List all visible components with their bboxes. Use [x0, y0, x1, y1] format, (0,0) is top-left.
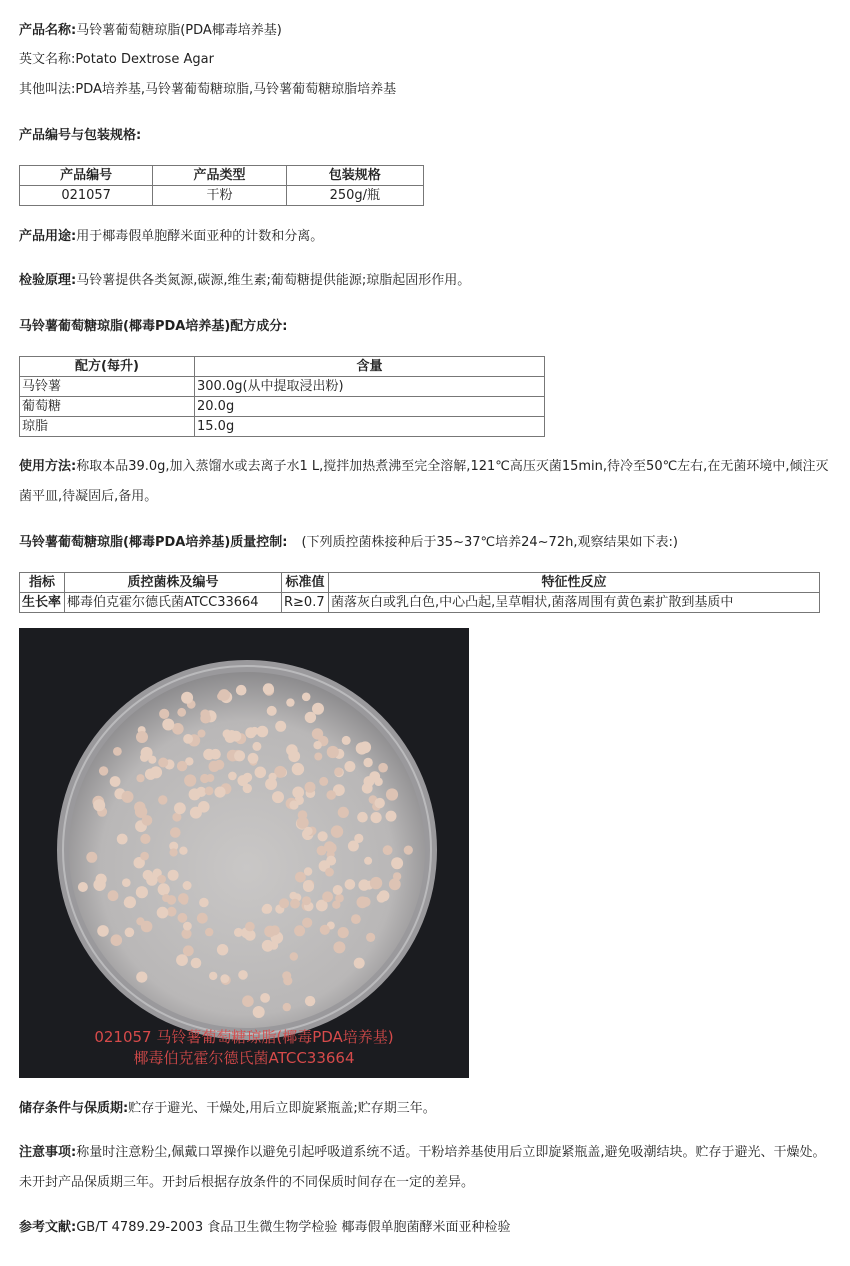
- colony: [245, 922, 255, 932]
- colony: [125, 928, 135, 938]
- reference-label: 参考文献:: [19, 1220, 77, 1235]
- colony: [209, 972, 217, 980]
- colony: [286, 698, 294, 706]
- photo-caption-line2: 椰毒伯克霍尔德氏菌ATCC33664: [133, 1049, 355, 1067]
- colony: [108, 890, 119, 901]
- colony: [253, 1006, 265, 1018]
- colony: [272, 791, 284, 803]
- table-header-row: [20, 166, 424, 186]
- colony: [375, 798, 385, 808]
- colony: [332, 901, 340, 909]
- colony: [168, 870, 179, 881]
- method-text: 称取本品39.0g,加入蒸馏水或去离子水1 L,搅拌加热煮沸至完全溶解,121℃高压灭菌15min,待冷至50℃左右,在无菌环境中,倾注灭菌平皿,待凝固后,备用。: [19, 459, 829, 504]
- colony: [338, 927, 349, 938]
- colony: [404, 846, 413, 855]
- colony: [344, 761, 355, 772]
- english-name-label: 英文名称:: [19, 52, 76, 67]
- colony: [214, 787, 225, 798]
- colony: [189, 788, 201, 800]
- colony: [304, 867, 312, 875]
- colony: [342, 736, 351, 745]
- column-header: 产品类型: [153, 166, 286, 186]
- colony: [142, 815, 153, 826]
- photo-caption-line1: 021057 马铃薯葡萄糖琼脂(椰毒PDA培养基): [94, 1028, 394, 1046]
- colony: [86, 852, 97, 863]
- colony: [331, 825, 343, 837]
- colony: [181, 692, 193, 704]
- colony: [364, 857, 372, 865]
- colony: [326, 856, 336, 866]
- colony: [312, 728, 323, 739]
- colony: [122, 878, 131, 887]
- colony: [179, 847, 187, 855]
- petri-dish-image: [19, 628, 469, 1078]
- colony: [334, 767, 343, 776]
- column-header: 指标: [20, 573, 65, 593]
- colony: [391, 857, 403, 869]
- colony: [314, 753, 322, 761]
- colony: [111, 934, 123, 946]
- colony: [327, 746, 339, 758]
- colony: [225, 732, 236, 743]
- colony: [290, 952, 298, 960]
- table-row: [20, 377, 545, 397]
- colony: [210, 749, 221, 760]
- colony: [214, 760, 224, 770]
- colony: [371, 812, 382, 823]
- colony: [177, 761, 187, 771]
- column-header: 包装规格: [286, 166, 423, 186]
- formula-table: [19, 356, 545, 437]
- colony: [197, 913, 208, 924]
- colony: [145, 769, 156, 780]
- table-row: [20, 186, 424, 206]
- notes-paragraph: [19, 1138, 831, 1198]
- notes-text: 称量时注意粉尘,佩戴口罩操作以避免引起呼吸道系统不适。干粉培养基使用后立即旋紧瓶盖,避免吸潮结块。贮存于避光、干燥处。未开封产品保质期三年。开封后根据存放条件的不同保质时间存在一定的差异。: [19, 1145, 826, 1190]
- colony: [136, 731, 148, 743]
- principle-text: 马铃薯提供各类氮源,碳源,维生素;葡萄糖提供能源;琼脂起固形作用。: [76, 273, 471, 288]
- colony: [97, 925, 109, 937]
- colony: [217, 944, 228, 955]
- qc-note: (下列质控菌株接种后于35~37℃培养24~72h,观察结果如下表:): [301, 535, 678, 550]
- colony: [158, 795, 167, 804]
- formula-title: 马铃薯葡萄糖琼脂(椰毒PDA培养基)配方成分:: [19, 319, 288, 334]
- column-header: 质控菌株及编号: [65, 573, 282, 593]
- colony: [146, 874, 157, 885]
- colony: [357, 896, 369, 908]
- qc-table: [19, 572, 820, 613]
- colony: [345, 879, 356, 890]
- colony: [141, 921, 153, 933]
- product-name-label: 产品名称:: [19, 23, 77, 38]
- colony: [158, 758, 168, 768]
- colony: [174, 802, 186, 814]
- colony: [322, 891, 333, 902]
- colony: [325, 868, 334, 877]
- colony: [363, 758, 372, 767]
- notes-label: 注意事项:: [19, 1145, 77, 1160]
- colony: [252, 742, 261, 751]
- colony: [180, 897, 188, 905]
- method-label: 使用方法:: [19, 459, 77, 474]
- colony: [377, 893, 387, 903]
- colony: [357, 812, 368, 823]
- table-header-row: [20, 573, 820, 593]
- colony: [305, 782, 316, 793]
- colony: [294, 925, 305, 936]
- colony: [304, 827, 313, 836]
- colony: [358, 879, 369, 890]
- colony: [286, 744, 298, 756]
- column-header: 配方(每升): [20, 357, 195, 377]
- colony: [333, 941, 345, 953]
- product-name-line: [19, 22, 282, 40]
- table-cell: 021057: [20, 186, 153, 206]
- colony: [205, 928, 213, 936]
- colony: [183, 881, 192, 890]
- colony: [218, 689, 230, 701]
- colony: [170, 827, 181, 838]
- colony: [324, 841, 335, 852]
- colony: [356, 742, 368, 754]
- column-header: 标准值: [282, 573, 329, 593]
- colony: [257, 726, 269, 738]
- method-paragraph: [19, 452, 831, 512]
- colony: [199, 898, 209, 908]
- colony: [370, 877, 382, 889]
- colony: [378, 763, 388, 773]
- colony: [158, 883, 170, 895]
- alias-line: [19, 81, 396, 99]
- colony: [386, 811, 397, 822]
- principle-label: 检验原理:: [19, 273, 77, 288]
- colony: [305, 996, 315, 1006]
- colony: [269, 773, 277, 781]
- colony: [136, 886, 148, 898]
- product-name-value: 马铃薯葡萄糖琼脂(PDA椰毒培养基): [76, 23, 282, 38]
- colony: [220, 974, 229, 983]
- table-row: [20, 593, 820, 613]
- colony: [93, 879, 105, 891]
- table-cell: 300.0g(从中提取浸出粉): [195, 377, 545, 397]
- colony: [238, 970, 248, 980]
- colony: [236, 685, 247, 696]
- colony: [270, 925, 280, 935]
- colony: [318, 831, 328, 841]
- column-header: 特征性反应: [329, 573, 820, 593]
- colony: [302, 896, 311, 905]
- storage-label: 储存条件与保质期:: [19, 1101, 129, 1116]
- column-header: 含量: [195, 357, 545, 377]
- colony: [305, 712, 316, 723]
- colony: [122, 791, 134, 803]
- colony: [383, 845, 393, 855]
- colony: [205, 787, 214, 796]
- colony: [157, 875, 166, 884]
- colony: [183, 922, 192, 931]
- colony: [282, 971, 291, 980]
- table-cell: 生长率: [20, 593, 65, 613]
- colony: [170, 848, 178, 856]
- petri-dish-photo: [19, 628, 469, 1078]
- colony: [140, 834, 150, 844]
- table-row: [20, 397, 545, 417]
- colony: [295, 872, 306, 883]
- reference-line: [19, 1219, 510, 1237]
- colony: [320, 925, 330, 935]
- colony: [275, 721, 286, 732]
- colony: [302, 918, 312, 928]
- colony: [178, 913, 188, 923]
- colony: [99, 766, 108, 775]
- colony: [297, 817, 309, 829]
- table-row: [20, 417, 545, 437]
- colony: [183, 734, 193, 744]
- colony: [136, 774, 144, 782]
- use-text: 用于椰毒假单胞酵米面亚种的计数和分离。: [76, 229, 324, 244]
- column-header: 产品编号: [20, 166, 153, 186]
- colony: [136, 972, 147, 983]
- packaging-table: [19, 165, 424, 206]
- colony: [262, 940, 274, 952]
- colony: [248, 753, 259, 764]
- packaging-title: 产品编号与包装规格:: [19, 128, 142, 143]
- reference-text: GB/T 4789.29-2003 食品卫生微生物学检验 椰毒假单胞菌酵米面亚种检验: [76, 1220, 511, 1235]
- colony: [262, 905, 271, 914]
- colony: [177, 708, 186, 717]
- colony: [124, 896, 136, 908]
- colony: [263, 683, 274, 694]
- colony: [260, 993, 270, 1003]
- colony: [78, 882, 88, 892]
- colony: [176, 954, 188, 966]
- colony: [237, 775, 248, 786]
- colony: [228, 772, 237, 781]
- colony: [113, 747, 122, 756]
- colony: [351, 914, 361, 924]
- colony: [326, 790, 336, 800]
- colony: [206, 774, 214, 782]
- colony: [200, 709, 209, 718]
- colony: [289, 800, 298, 809]
- qc-title-line: [19, 534, 678, 552]
- table-cell: 琼脂: [20, 417, 195, 437]
- table-cell: 葡萄糖: [20, 397, 195, 417]
- colony: [255, 767, 267, 779]
- colony: [234, 750, 245, 761]
- colony: [242, 995, 254, 1007]
- colony: [198, 730, 206, 738]
- colony: [290, 899, 300, 909]
- colony: [283, 1003, 291, 1011]
- storage-text: 贮存于避光、干燥处,用后立即旋紧瓶盖;贮存期三年。: [128, 1101, 436, 1116]
- table-cell: 250g/瓶: [286, 186, 423, 206]
- table-header-row: [20, 357, 545, 377]
- qc-label: 马铃薯葡萄糖琼脂(椰毒PDA培养基)质量控制:: [19, 535, 288, 550]
- colony: [93, 799, 105, 811]
- colony: [292, 787, 304, 799]
- colony: [157, 907, 169, 919]
- colony: [184, 774, 196, 786]
- table-cell: 20.0g: [195, 397, 545, 417]
- alias-value: PDA培养基,马铃薯葡萄糖琼脂,马铃薯葡萄糖琼脂培养基: [75, 82, 397, 97]
- english-name-line: [19, 51, 214, 69]
- colony: [183, 945, 194, 956]
- colony: [338, 807, 349, 818]
- use-line: [19, 228, 323, 246]
- colony: [333, 885, 343, 895]
- storage-line: [19, 1100, 436, 1118]
- alias-label: 其他叫法:: [19, 82, 76, 97]
- table-cell: 椰毒伯克霍尔德氏菌ATCC33664: [65, 593, 282, 613]
- colony: [162, 719, 174, 731]
- colony: [117, 834, 128, 845]
- colony: [279, 898, 289, 908]
- table-cell: 干粉: [153, 186, 286, 206]
- table-cell: R≥0.7: [282, 593, 329, 613]
- colony: [140, 852, 149, 861]
- colony: [366, 933, 375, 942]
- principle-line: [19, 272, 470, 290]
- table-cell: 菌落灰白或乳白色,中心凸起,呈草帽状,菌落周围有黄色素扩散到基质中: [329, 593, 820, 613]
- colony: [303, 880, 313, 890]
- colony: [190, 807, 202, 819]
- colony: [313, 741, 321, 749]
- colony: [292, 763, 304, 775]
- colony: [354, 958, 365, 969]
- table-cell: 15.0g: [195, 417, 545, 437]
- colony: [389, 878, 401, 890]
- colony: [148, 756, 156, 764]
- colony: [302, 693, 311, 702]
- colony: [162, 894, 170, 902]
- use-label: 产品用途:: [19, 229, 77, 244]
- english-name-value: Potato Dextrose Agar: [75, 52, 214, 67]
- colony: [267, 706, 277, 716]
- colony: [386, 788, 398, 800]
- colony: [319, 777, 328, 786]
- colony: [364, 776, 375, 787]
- colony: [354, 834, 363, 843]
- colony: [110, 776, 121, 787]
- table-cell: 马铃薯: [20, 377, 195, 397]
- colony: [191, 958, 202, 969]
- colony: [140, 753, 149, 762]
- colony: [159, 709, 169, 719]
